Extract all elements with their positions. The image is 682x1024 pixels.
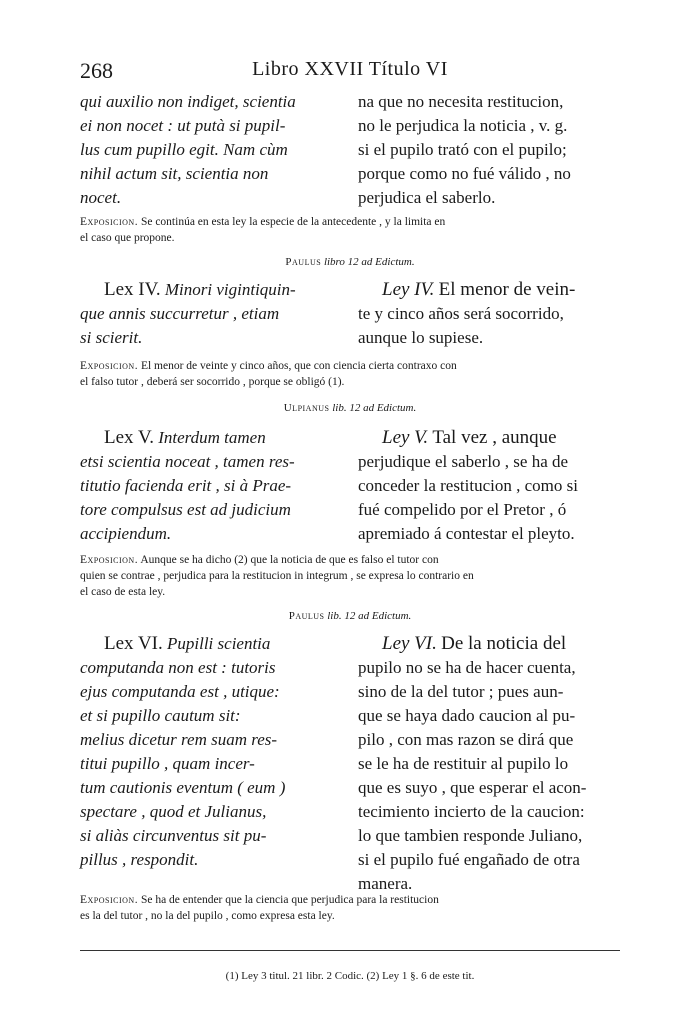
running-title: Libro XXVII Título VI bbox=[252, 58, 448, 80]
spanish-column bbox=[358, 90, 620, 210]
source-work: lib. 12 ad Edictum. bbox=[332, 402, 417, 414]
latin-text: computanda non est : tutoris ejus computanda est , utique: et si pupillo cautum sit: melius dicetur rem suam res- titui pupillo , quam incer- tum cautionis eventum ( eum ) spectare , quod et Julianus, si aliàs circunventus sit pu- pillus , respondit. bbox=[80, 658, 286, 869]
latin-column bbox=[80, 90, 342, 210]
source-attribution bbox=[80, 402, 620, 414]
source-attribution bbox=[80, 610, 620, 622]
exposition-paragraph bbox=[80, 892, 620, 924]
exposition-label: Exposicion. bbox=[80, 360, 139, 372]
latin-text: que annis succurretur , etiam si scierit. bbox=[80, 304, 280, 347]
exposition-text: Se continúa en esta ley la especie de la antecedente , y la limita en el caso que propone. bbox=[80, 216, 446, 244]
spanish-text: na que no necesita restitucion, no le perjudica la noticia , v. g. si el pupilo trató con el pupilo; porque como no fué válido , no perjudica el saberlo. bbox=[358, 92, 571, 207]
latin-head: Pupilli scientia bbox=[167, 634, 271, 653]
exposition-text: El menor de veinte y cinco años, que con ciencia cierta contraxo con el falso tutor , deberá ser socorrido , porque se obligó (1). bbox=[80, 360, 457, 388]
ley-label: Ley V. bbox=[382, 427, 429, 448]
source-author: Paulus bbox=[285, 256, 322, 268]
spanish-text: pupilo no se ha de hacer cuenta, sino de la del tutor ; pues aun- que se haya dado caucion al pu- pilo , con mas razon se dirá que se le ha de restituir al pupilo lo que es suyo , que esperar el acon- tecimiento incierto de la caucion: lo que tambien responde Juliano, si el pupilo fué engañado de otra manera. bbox=[358, 658, 587, 893]
spanish-column bbox=[358, 278, 620, 350]
exposition-paragraph bbox=[80, 214, 620, 246]
spanish-column bbox=[358, 426, 620, 546]
latin-text: etsi scientia noceat , tamen res- titutio facienda erit , si à Prae- tore compulsus est ad judicium accipiendum. bbox=[80, 452, 295, 543]
source-work: lib. 12 ad Edictum. bbox=[327, 610, 412, 622]
spanish-head: Tal vez , aunque bbox=[432, 427, 557, 448]
latin-column bbox=[80, 632, 342, 872]
latin-head: Minori vigintiquin- bbox=[164, 280, 296, 299]
footnotes: (1) Ley 3 titul. 21 libr. 2 Codic. (2) Ley 1 §. 6 de este tit. bbox=[225, 970, 475, 982]
source-author: Paulus bbox=[288, 610, 325, 622]
lex-label: Lex V. bbox=[104, 427, 154, 448]
source-author: Ulpianus bbox=[283, 402, 330, 414]
latin-column bbox=[80, 426, 342, 546]
latin-column bbox=[80, 278, 342, 350]
exposition-label: Exposicion. bbox=[80, 216, 139, 228]
exposition-text: Aunque se ha dicho (2) que la noticia de que es falso el tutor con quien se contrae , perjudica para la restitucion in integrum , se expresa lo contrario en el caso de esta ley. bbox=[80, 554, 474, 598]
exposition-label: Exposicion. bbox=[80, 894, 139, 906]
latin-text: qui auxilio non indiget, scientia ei non nocet : ut putà si pupil- lus cum pupillo egit. Nam cùm nihil actum sit, scientia non nocet. bbox=[80, 92, 296, 207]
ley-label: Ley IV. bbox=[382, 279, 435, 300]
exposition-paragraph bbox=[80, 358, 620, 390]
exposition-paragraph bbox=[80, 552, 620, 600]
exposition-label: Exposicion. bbox=[80, 554, 139, 566]
spanish-head: De la noticia del bbox=[441, 633, 567, 654]
lex-label: Lex IV. bbox=[104, 279, 161, 300]
ley-label: Ley VI. bbox=[382, 633, 437, 654]
footnote-divider bbox=[80, 950, 620, 951]
spanish-head: El menor de vein- bbox=[438, 279, 576, 300]
spanish-text: te y cinco años será socorrido, aunque lo supiese. bbox=[358, 304, 564, 347]
source-attribution bbox=[80, 256, 620, 268]
exposition-text: Se ha de entender que la ciencia que perjudica para la restitucion es la del tutor , no la del pupilo , como expresa esta ley. bbox=[80, 894, 439, 922]
page-header bbox=[80, 58, 620, 84]
spanish-text: perjudique el saberlo , se ha de conceder la restitucion , como si fué compelido por el Pretor , ó apremiado á contestar el pleyto. bbox=[358, 452, 578, 543]
page-number: 268 bbox=[80, 58, 113, 83]
latin-head: Interdum tamen bbox=[158, 428, 266, 447]
lex-label: Lex VI. bbox=[104, 633, 163, 654]
source-work: libro 12 ad Edictum. bbox=[323, 256, 415, 268]
spanish-column bbox=[358, 632, 620, 896]
